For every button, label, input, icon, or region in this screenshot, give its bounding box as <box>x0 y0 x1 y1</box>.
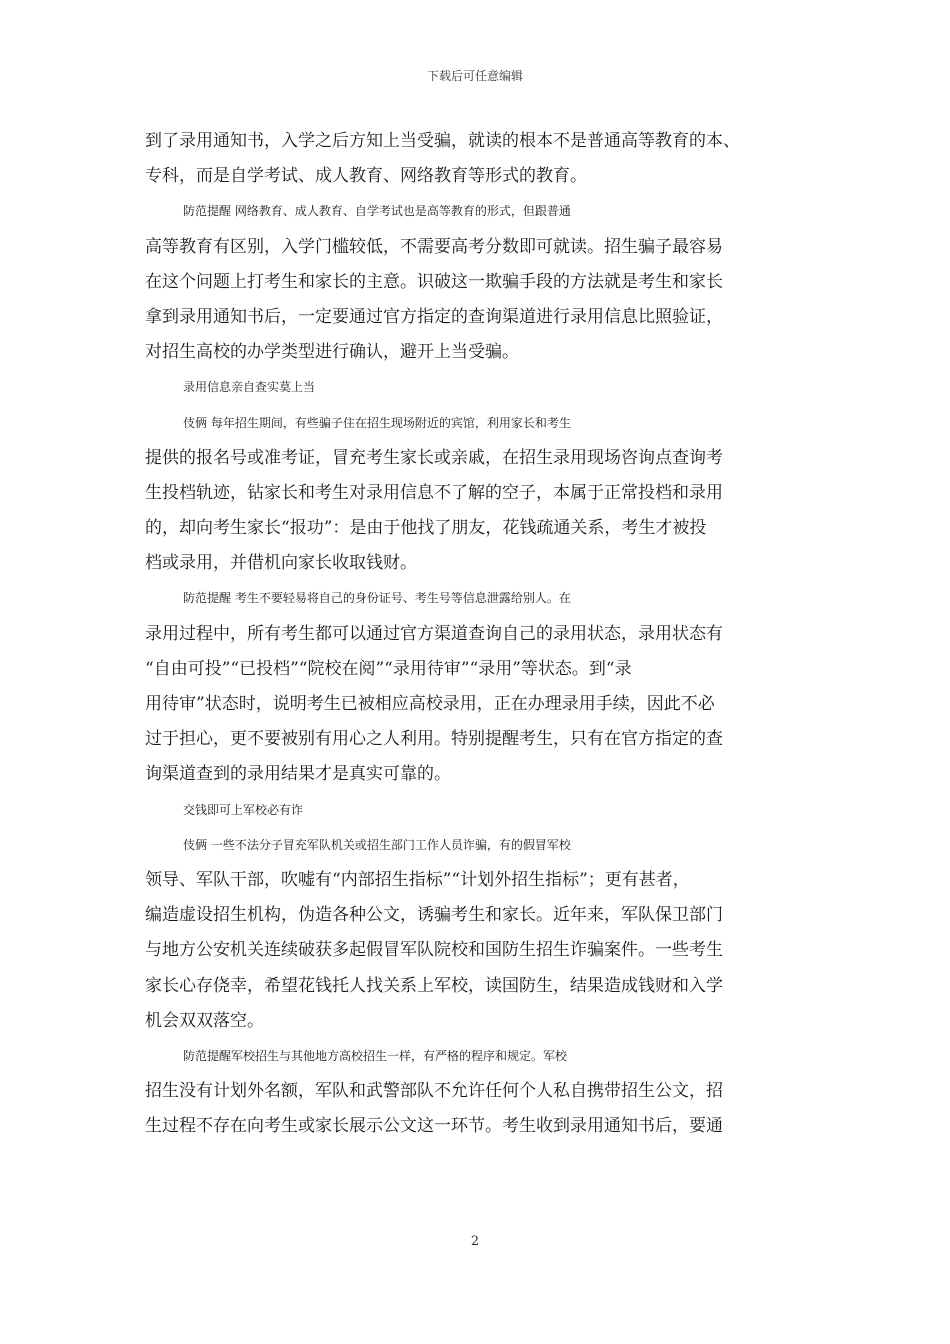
text-line: 到了录用通知书，入学之后方知上当受骗，就读的根本不是普通高等教育的本、 <box>145 131 740 151</box>
text-line: 交钱即可上军校必有诈 <box>183 802 304 817</box>
text-line: “自由可投”“已投档”“院校在阅”“录用待审”“录用”等状态。到“录 <box>145 658 632 679</box>
text-line: 编造虚设招生机构，伪造各种公文，诱骗考生和家长。近年来，军队保卫部门 <box>145 905 723 926</box>
text-line: 招生没有计划外名额，军队和武警部队不允许任何个人私自携带招生公文，招 <box>145 1081 723 1102</box>
text-line: 录用过程中，所有考生都可以通过官方渠道查询自己的录用状态，录用状态有 <box>145 623 723 644</box>
text-line: 专科，而是自学考试、成人教育、网络教育等形式的教育。 <box>145 166 587 187</box>
text-line: 的，却向考生家长“报功”：是由于他找了朋友，花钱疏通关系，考生才被投 <box>145 518 707 539</box>
text-line: 录用信息亲自查实莫上当 <box>183 380 316 395</box>
document-body <box>145 124 805 1144</box>
text-line: 用待审”状态时，说明考生已被相应高校录用，正在办理录用手续，因此不必 <box>145 694 715 714</box>
text-line: 家长心存侥幸，希望花钱托人找关系上军校，读国防生，结果造成钱财和入学 <box>145 975 723 996</box>
text-line: 对招生高校的办学类型进行确认，避开上当受骗。 <box>145 342 519 363</box>
text-line: 提供的报名号或准考证，冒充考生家长或亲戚，在招生录用现场咨询点查询考 <box>145 447 723 468</box>
text-line: 伎俩 每年招生期间，有些骗子住在招生现场附近的宾馆，利用家长和考生 <box>183 415 571 430</box>
text-line: 在这个问题上打考生和家长的主意。识破这一欺骗手段的方法就是考生和家长 <box>145 271 723 292</box>
text-line: 领导、军队干部，吹嘘有“内部招生指标”“计划外招生指标”；更有甚者， <box>145 869 690 890</box>
text-line: 防范提醒 考生不要轻易将自己的身份证号、考生号等信息泄露给别人。在 <box>183 591 571 606</box>
text-line: 与地方公安机关连续破获多起假冒军队院校和国防生招生诈骗案件。一些考生 <box>145 940 723 961</box>
text-line: 机会双双落空。 <box>145 1010 264 1031</box>
text-line: 过于担心，更不要被别有用心之人利用。特别提醒考生，只有在官方指定的查 <box>145 729 723 750</box>
page-number: 2 <box>470 1234 480 1249</box>
text-line: 拿到录用通知书后，一定要通过官方指定的查询渠道进行录用信息比照验证， <box>145 306 723 327</box>
text-line: 伎俩 一些不法分子冒充军队机关或招生部门工作人员诈骗，有的假冒军校 <box>183 837 571 852</box>
text-line: 生投档轨迹，钻家长和考生对录用信息不了解的空子，本属于正常投档和录用 <box>145 482 723 503</box>
text-line: 防范提醒 网络教育、成人教育、自学考试也是高等教育的形式，但跟普通 <box>183 204 571 219</box>
page-header: 下载后可任意编辑 <box>426 69 523 83</box>
text-line: 高等教育有区别，入学门槛较低，不需要高考分数即可就读。招生骗子最容易 <box>145 236 723 257</box>
text-line: 生过程不存在向考生或家长展示公文这一环节。考生收到录用通知书后，要通 <box>145 1116 723 1137</box>
text-line: 档或录用，并借机向家长收取钱财。 <box>145 553 417 574</box>
text-line: 防范提醒军校招生与其他地方高校招生一样，有严格的程序和规定。军校 <box>183 1048 568 1063</box>
text-line: 询渠道查到的录用结果才是真实可靠的。 <box>145 764 451 785</box>
